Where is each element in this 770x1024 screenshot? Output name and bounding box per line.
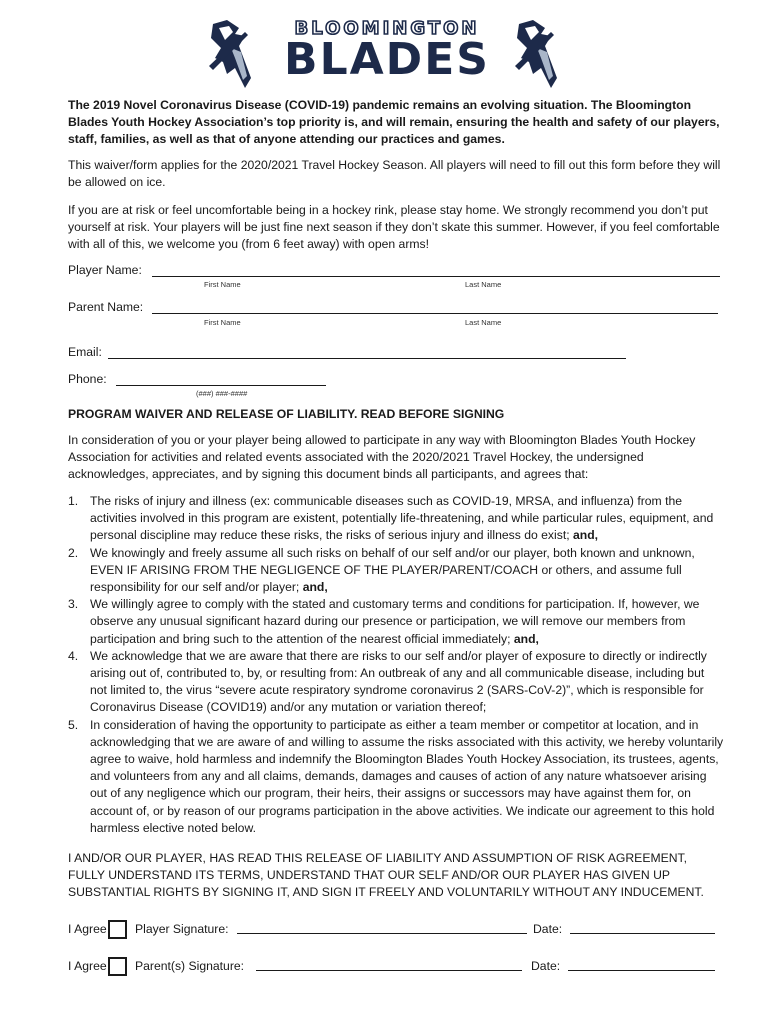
parent-agree-label: I Agree <box>68 959 107 973</box>
player-name-field[interactable] <box>152 276 720 277</box>
term-suffix: and, <box>299 580 328 595</box>
acknowledgement-statement: I AND/OR OUR PLAYER, HAS READ THIS RELEASE OF LIABILITY AND ASSUMPTION OF RISK AGREEMENT, FULLY UNDERSTAND ITS TERMS, UNDERSTAND THAT OUR SELF AND/OR OUR PLAYER HAS GIVEN UP SUBSTANTIAL RIGHTS BY SIGNING IT, AND SIGN IT FREELY AND VOLUNTARILY WITHOUT ANY INDUCEMENT. <box>68 851 704 899</box>
phone-label: Phone: <box>68 372 107 386</box>
phone-row <box>68 371 107 388</box>
phone-field[interactable] <box>116 385 326 386</box>
logo-top-word: BLOOMINGTON <box>294 18 480 39</box>
player-date-field[interactable] <box>570 933 715 934</box>
list-item <box>68 717 724 837</box>
season-applicability-paragraph: This waiver/form applies for the 2020/2021 Travel Hockey Season. All players will need to fill out this form before they will be allowed on ice. <box>68 158 721 189</box>
parent-agree-checkbox[interactable] <box>108 957 127 976</box>
term-number: 3. <box>68 597 79 612</box>
parent-date-label: Date: <box>531 959 561 973</box>
email-field[interactable] <box>108 358 626 359</box>
blade-mascot-right-icon <box>505 18 565 92</box>
player-signature-label: Player Signature: <box>135 922 229 936</box>
term-suffix: and, <box>510 631 539 646</box>
list-item <box>68 648 724 717</box>
term-number: 4. <box>68 648 79 663</box>
intro-statement: The 2019 Novel Coronavirus Disease (COVID-19) pandemic remains an evolving situation. The Bloomington Blades Youth Hockey Association’s top priority is, and will remain, ensuring the health and safety of our players, staff, families, as well as that of anyone attending our practices and games. <box>68 98 720 146</box>
term-text: We knowingly and freely assume all such risks on behalf of our self and/or our player, both known and unknown, EVEN IF ARISING FROM THE NEGLIGENCE OF THE PLAYER/PARENT/COACH or others, and assume full responsibility for our self and/or player; <box>90 545 695 595</box>
waiver-heading: PROGRAM WAIVER AND RELEASE OF LIABILITY. READ BEFORE SIGNING <box>68 407 505 421</box>
term-text: In consideration of having the opportunity to participate as either a team member or competitor at location, and in acknowledging that we are aware of and willing to assume the risks associated with this activity, we hereby voluntarily agree to waive, hold harmless and indemnify the Bloomington Blades Youth Hockey Association, its trustees, agents, and volunteers from any and all claims, demands, damages and causes of action of any nature whatsoever arising out of any negligence which our program, their heirs, their assigns or successors may have against them for, on account of, or by reason of our programs participation in the above activities. We indicate our agreement to this hold harmless elective noted below. <box>90 717 724 835</box>
term-suffix: and, <box>569 528 599 543</box>
parent-last-name-sublabel: Last Name <box>465 318 502 327</box>
parent-signature-field[interactable] <box>256 970 522 971</box>
waiver-terms-list <box>68 493 724 837</box>
logo-main-word: BLADES <box>284 34 490 85</box>
parent-name-label: Parent Name: <box>68 300 144 314</box>
player-first-name-sublabel: First Name <box>204 280 241 289</box>
list-item <box>68 545 724 597</box>
parent-signature-label: Parent(s) Signature: <box>135 959 245 973</box>
player-last-name-sublabel: Last Name <box>465 280 502 289</box>
parent-date-row <box>531 956 560 976</box>
parent-first-name-sublabel: First Name <box>204 318 241 327</box>
email-row <box>68 344 102 361</box>
term-text: We acknowledge that we are aware that there are risks to our self and/or player of exposure to directly or indirectly arising out of, contributed to, by, or resulting from: An outbreak of any and all communicable disease, including but not limited to, the virus “severe acute respiratory syndrome coronavirus 2 (SARS-CoV-2)”, which is responsible for Coronavirus Disease (COVID19) and/or any mutation or variation thereof; <box>90 648 707 715</box>
blade-mascot-left-icon <box>205 18 265 92</box>
player-name-row <box>68 262 142 279</box>
parent-name-field[interactable] <box>152 313 718 314</box>
player-date-row <box>533 919 562 939</box>
bloomington-blades-logo <box>205 16 567 94</box>
player-date-label: Date: <box>533 922 563 936</box>
list-item <box>68 493 724 545</box>
list-item <box>68 596 724 648</box>
player-signature-field[interactable] <box>237 933 527 934</box>
player-name-label: Player Name: <box>68 263 142 277</box>
email-label: Email: <box>68 345 102 359</box>
term-number: 5. <box>68 717 79 732</box>
term-text: We willingly agree to comply with the stated and customary terms and conditions for participation. If, however, we observe any unusual significant hazard during our presence or participation, we will remove our members from participation and bring such to the attention of the nearest official immediately; <box>90 597 700 646</box>
term-number: 2. <box>68 545 79 560</box>
term-number: 1. <box>68 494 79 508</box>
parent-name-row <box>68 299 143 316</box>
risk-advisory-paragraph: If you are at risk or feel uncomfortable being in a hockey rink, please stay home. We strongly recommend you don’t put yourself at risk. Your players will be just fine next season if they don’t skate this summer. However, if you feel comfortable with all of this, we welcome you (from 6 feet away) with open arms! <box>68 203 720 251</box>
parent-date-field[interactable] <box>568 970 715 971</box>
player-agree-checkbox[interactable] <box>108 920 127 939</box>
term-text: The risks of injury and illness (ex: communicable diseases such as COVID-19, MRSA, and influenza) from the activities involved in this program are existent, potentially life-threatening, and while particular rules, equipment, and personal discipline may reduce these risks, the risks of serious injury and illness do exist; <box>90 494 714 543</box>
consideration-paragraph: In consideration of you or your player being allowed to participate in any way with Bloomington Blades Youth Hockey Association for activities and related events associated with the 2020/2021 Travel Hockey, the undersigned acknowledges, appreciates, and by signing this document binds all participants, and agrees that: <box>68 433 696 481</box>
phone-format-hint: (###) ###-#### <box>196 389 248 398</box>
player-agree-label: I Agree <box>68 922 107 936</box>
